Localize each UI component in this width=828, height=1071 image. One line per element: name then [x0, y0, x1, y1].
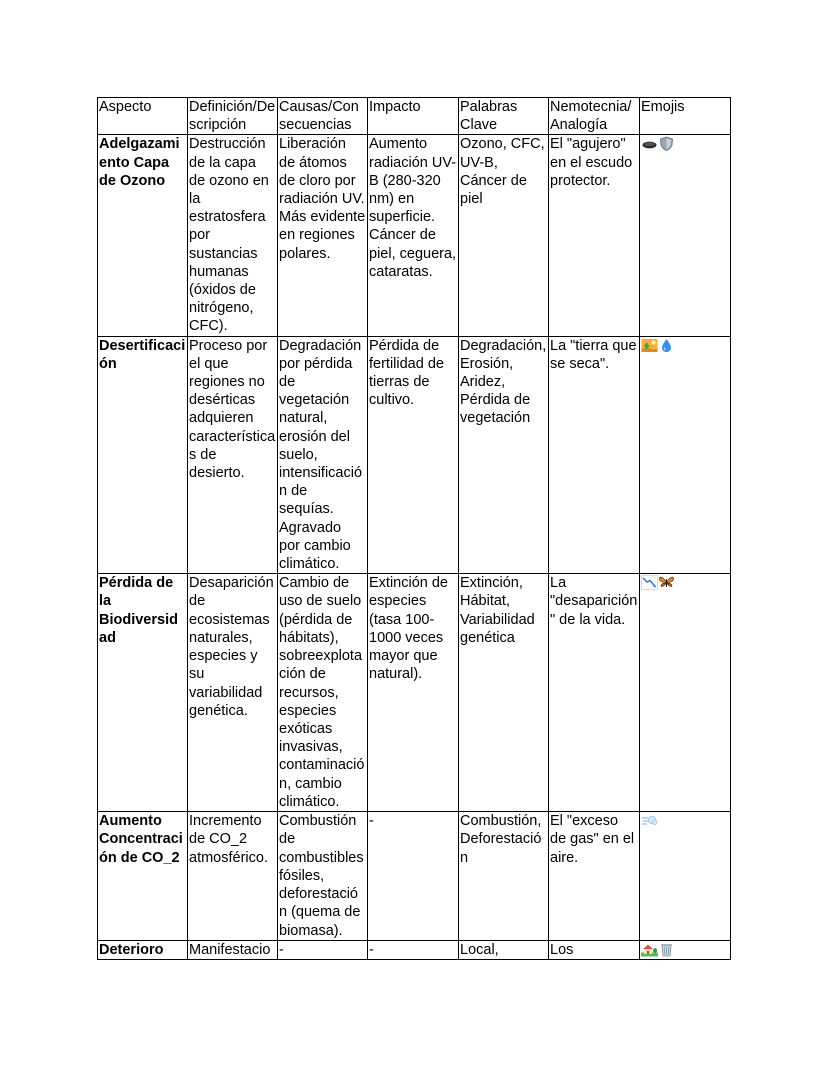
emojis-cell: [640, 574, 731, 812]
aspect-cell: Aumento Concentración de CO_2: [98, 812, 188, 941]
wastebasket-icon: [658, 942, 675, 957]
environmental-issues-table: [97, 97, 731, 960]
table-row: [98, 574, 731, 812]
impact-cell: Extinción de especies (tasa 100-1000 veces mayor que natural).: [368, 574, 459, 812]
header-aspecto: Aspecto: [98, 98, 188, 135]
keywords-cell: Combustión, Deforestación: [459, 812, 549, 941]
chart-decreasing-icon: [641, 575, 658, 590]
causes-cell: Combustión de combustibles fósiles, deforestación (quema de biomasa).: [278, 812, 368, 941]
house-garden-icon: [641, 942, 658, 957]
table-row: [98, 135, 731, 336]
impact-cell: Pérdida de fertilidad de tierras de cultivo.: [368, 336, 459, 574]
header-causas: Causas/Consecuencias: [278, 98, 368, 135]
aspect-cell: Adelgazamiento Capa de Ozono: [98, 135, 188, 336]
desert-icon: [641, 338, 658, 353]
mnemonic-cell: Los: [549, 941, 640, 960]
header-impacto: Impacto: [368, 98, 459, 135]
causes-cell: -: [278, 941, 368, 960]
table-row: [98, 336, 731, 574]
table-row: [98, 941, 731, 960]
aspect-cell: Pérdida de la Biodiversidad: [98, 574, 188, 812]
shield-icon: [658, 136, 675, 151]
emojis-cell: [640, 336, 731, 574]
impact-cell: Aumento radiación UV-B (280-320 nm) en superficie. Cáncer de piel, ceguera, cataratas.: [368, 135, 459, 336]
mnemonic-cell: La "tierra que se seca".: [549, 336, 640, 574]
causes-cell: Cambio de uso de suelo (pérdida de hábitats), sobreexplotación de recursos, especies exóticas invasivas, contaminación, cambio climático.: [278, 574, 368, 812]
causes-cell: Degradación por pérdida de vegetación natural, erosión del suelo, intensificación de sequías. Agravado por cambio climático.: [278, 336, 368, 574]
dash-puff-icon: [641, 813, 658, 828]
aspect-cell: Desertificación: [98, 336, 188, 574]
impact-cell: -: [368, 941, 459, 960]
droplet-icon: [658, 338, 675, 353]
emojis-cell: [640, 941, 731, 960]
definition-cell: Desaparición de ecosistemas naturales, especies y su variabilidad genética.: [188, 574, 278, 812]
impact-cell: -: [368, 812, 459, 941]
mnemonic-cell: El "agujero" en el escudo protector.: [549, 135, 640, 336]
emojis-cell: [640, 812, 731, 941]
header-nemotecnia: Nemotecnia/ Analogía: [549, 98, 640, 135]
causes-cell: Liberación de átomos de cloro por radiación UV. Más evidente en regiones polares.: [278, 135, 368, 336]
header-definicion: Definición/Descripción: [188, 98, 278, 135]
table-row: [98, 812, 731, 941]
header-emojis: Emojis: [640, 98, 731, 135]
mnemonic-cell: La "desaparición" de la vida.: [549, 574, 640, 812]
definition-cell: Incremento de CO_2 atmosférico.: [188, 812, 278, 941]
definition-cell: Proceso por el que regiones no desérticas adquieren características de desierto.: [188, 336, 278, 574]
hole-icon: [641, 136, 658, 151]
table-header-row: [98, 98, 731, 135]
emojis-cell: [640, 135, 731, 336]
mnemonic-cell: El "exceso de gas" en el aire.: [549, 812, 640, 941]
aspect-cell: Deterioro: [98, 941, 188, 960]
keywords-cell: Local,: [459, 941, 549, 960]
butterfly-icon: [658, 575, 675, 590]
header-palabras-clave: Palabras Clave: [459, 98, 549, 135]
keywords-cell: Ozono, CFC, UV-B, Cáncer de piel: [459, 135, 549, 336]
keywords-cell: Degradación, Erosión, Aridez, Pérdida de vegetación: [459, 336, 549, 574]
definition-cell: Manifestacio: [188, 941, 278, 960]
definition-cell: Destrucción de la capa de ozono en la estratosfera por sustancias humanas (óxidos de nitrógeno, CFC).: [188, 135, 278, 336]
keywords-cell: Extinción, Hábitat, Variabilidad genética: [459, 574, 549, 812]
